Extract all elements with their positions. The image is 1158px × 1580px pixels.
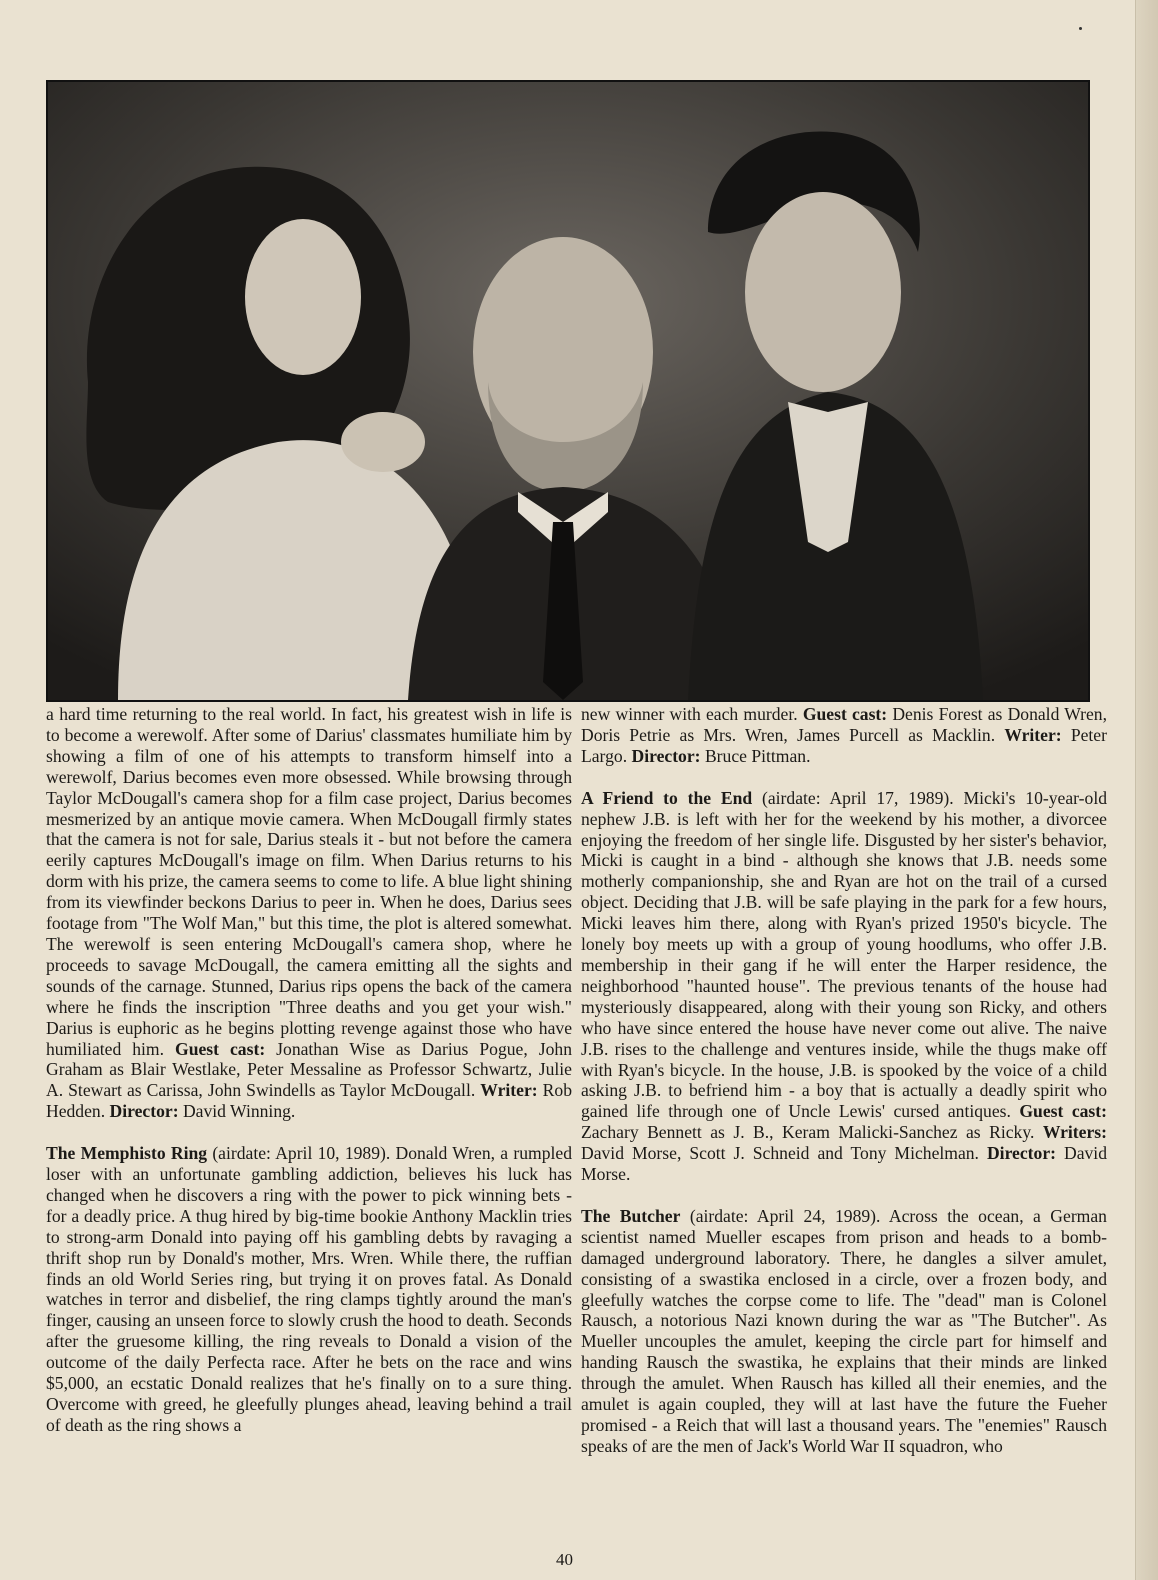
intro-text: a hard time returning to the real world. In fact, his greatest wish in life is to become a werewolf. After some of Darius' classmates humiliate him by showing a film of one of his attempts to transform himself into a werewolf, Darius becomes even more obsessed. While browsing through Taylor McDougall's camera shop for a film case project, Darius becomes mesmerized by an antique movie camera. When McDougall firmly states that the camera is not for sale, Darius steals it - but not before the camera eerily captures McDougall's image on film. When Darius returns to his dorm with his prize, the camera seems to come to life. A blue light shining from its viewfinder beckons Darius to peer in. When he does, Darius sees footage from "The Wolf Man," but this time, the plot is altered somewhat. The werewolf is seen entering McDougall's camera shop, where he proceeds to savage McDougall, the camera emitting all the sights and sounds of the carnage. Stunned, Darius rips opens the back of the camera where he finds the inscription "Three deaths and you get your wish." Darius is euphoric as he begins plotting revenge against those who have humiliated him.	[46, 704, 572, 1059]
episode-paragraph-memphisto-ring	[46, 1143, 572, 1436]
writers-label: Writers	[1042, 1122, 1102, 1143]
episode-airdate: (airdate: April 10, 1989).	[212, 1143, 391, 1164]
left-text-column	[46, 704, 572, 1436]
right-text-column	[581, 704, 1107, 1457]
director-text: David Morse.	[581, 1143, 1107, 1185]
episode-paragraph-the-butcher	[581, 1206, 1107, 1457]
writer-text: Peter Largo.	[581, 724, 1107, 766]
episode-airdate: (airdate: April 24, 1989).	[689, 1205, 881, 1226]
episode-title: The Memphisto Ring	[46, 1143, 208, 1164]
guest-cast-label: Guest cast	[802, 704, 882, 724]
guest-cast-text: Zachary Bennett as J. B., Keram Malicki-Sanchez as Ricky.	[581, 1122, 1035, 1143]
guest-cast-text: Jonathan Wise as Darius Pogue, John Graham as Blair Westlake, Peter Messaline as Professor Schwartz, Julie A. Stewart as Carissa, John Swindells as Taylor McDougall.	[46, 1038, 572, 1101]
adjacent-page-edge	[1135, 0, 1158, 1580]
intro-paragraph: a hard time returning to the real world. In fact, his greatest wish in life is to become a werewolf. After some of Darius' classmates humiliate him by showing a film of one of his attempts to transform himself into a werewolf, Darius becomes even more obsessed. While browsing through Taylor McDougall's camera shop for a film case project, Darius becomes mesmerized by an antique movie camera. When McDougall firmly states that the camera is not for sale, Darius steals it - but not before the camera eerily captures McDougall's image on film. When Darius returns to his dorm with his prize, the camera seems to come to life. A blue light shining from its viewfinder beckons Darius to peer in. When he does, Darius sees footage from "The Wolf Man," but this time, the plot is altered somewhat. The werewolf is seen entering McDougall's camera shop, where he proceeds to savage McDougall, the camera emitting all the sights and sounds of the carnage. Stunned, Darius rips opens the back of the camera where he finds the inscription "Three deaths and you get your wish." Darius is euphoric as he begins plotting revenge against those who have humiliated him. Guest cast: Jonathan Wise as Darius Pogue, John Graham as Blair Westlake, Peter Messaline as Professor Schwartz, Julie A. Stewart as Carissa, John Swindells as Taylor McDougall. Writer: Rob Hedden. Director: David Winning.	[46, 704, 572, 1122]
guest-cast-label: Guest cast	[1019, 1101, 1102, 1122]
cast-photo	[46, 80, 1090, 702]
print-speck	[1079, 27, 1082, 30]
writer-label: Writer	[1004, 724, 1056, 745]
director-text: David Winning.	[182, 1101, 296, 1122]
director-label: Director	[109, 1101, 173, 1122]
episode-title: The Butcher	[581, 1205, 681, 1226]
writer-label: Writer	[480, 1080, 532, 1101]
episode-title: A Friend to the End	[581, 787, 753, 808]
episode-synopsis: Donald Wren, a rumpled loser with an unfortunate gambling addiction, believes his luck has changed when he discovers a ring with the power to pick winning bets - for a deadly price. A thug hired by big-time bookie Anthony Macklin tries to strong-arm Donald into paying off his gambling debts by ravaging a thrift shop run by Donald's mother, Mrs. Wren. While there, the ruffian finds an old World Series ring, but trying it on proves fatal. As Donald watches in terror and disbelief, the ring clamps tightly around the man's finger, causing an unseen force to slowly crush the hood to death. Seconds after the gruesome killing, the ring reveals to Donald a vision of the outcome of the daily Perfecta race. After he bets on the race and wins $5,000, an ecstatic Donald realizes that he's finally on to a sure thing. Overcome with greed, he gleefully plunges ahead, leaving behind a trail of death as the ring shows a	[46, 1143, 572, 1435]
cast-photo-illustration	[48, 82, 1088, 700]
episode-synopsis: Micki's 10-year-old nephew J.B. is left with her for the weekend by his mother, a divorcee enjoying the freedom of her single life. Disgusted by her sister's behavior, Micki is caught in a bind - although she knows that J.B. needs some motherly companionship, she and Ryan are hot on the trail of a cursed object. Deciding that J.B. will be safe playing in the park for a few hours, Micki leaves him there, along with Ryan's prized 1950's bicycle. The lonely boy meets up with a group of young hoodlums, who offer J.B. membership in their gang if he will enter the Harper residence, the neighborhood "haunted house". The previous tenants of the house had mysteriously disappeared, along with their young son Ricky, and others who have since entered the house have never come out alive. The naive J.B. rises to the challenge and ventures inside, while the thugs make off with Ryan's bicycle. In the house, J.B. is spooked by the voice of a child asking J.B. to befriend him - a boy that is actually a deadly spirit who gained life through one of Uncle Lewis' cursed antiques.	[581, 787, 1107, 1122]
director-text: Bruce Pittman.	[704, 745, 811, 766]
guest-cast-text: Denis Forest as Donald Wren, Doris Petrie as Mrs. Wren, James Purcell as Macklin.	[581, 704, 1107, 745]
episode-paragraph-friend-to-the-end: A Friend to the End (airdate: April 17, 1989). Micki's 10-year-old nephew J.B. is left with her for the weekend by his mother, a divorcee enjoying the freedom of her single life. Disgusted by her sister's behavior, Micki is caught in a bind - although she knows that J.B. needs some motherly companionship, she and Ryan are hot on the trail of a cursed object. Deciding that J.B. will be safe playing in the park for a few hours, Micki leaves him there, along with Ryan's prized 1950's bicycle. The lonely boy meets up with a group of young hoodlums, who offer J.B. membership in their gang if he will enter the Harper residence, the neighborhood "haunted house". The previous tenants of the house had mysteriously disappeared, along with their young son Ricky, and others who have since entered the house have never come out alive. The naive J.B. rises to the challenge and ventures inside, while the thugs make off with Ryan's bicycle. In the house, J.B. is spooked by the voice of a child asking J.B. to befriend him - a boy that is actually a deadly spirit who gained life through one of Uncle Lewis' cursed antiques. Guest cast: Zachary Bennett as J. B., Keram Malicki-Sanchez as Ricky. Writers: David Morse, Scott J. Schneid and Tony Michelman. Director: David Morse.	[581, 787, 1107, 1185]
writers-text: David Morse, Scott J. Schneid and Tony Michelman.	[581, 1143, 979, 1164]
writer-text: Rob Hedden.	[46, 1080, 572, 1122]
page-number: 40	[556, 1550, 573, 1569]
continued-paragraph: new winner with each murder. Guest cast: Denis Forest as Donald Wren, Doris Petrie as Mrs. Wren, James Purcell as Macklin. Writer: Peter Largo. Director: Bruce Pittman.	[581, 704, 1107, 766]
episode-synopsis: Across the ocean, a German scientist named Mueller escapes from prison and heads to a bomb-damaged underground laboratory. There, he dangles a silver amulet, consisting of a swastika enclosed in a circle, over a frozen body, and gleefully watches the corpse come to life. The "dead" man is Colonel Rausch, a notorious Nazi known during the war as "The Butcher". As Mueller uncouples the amulet, keeping the circle part for himself and handing Rausch the swastika, he explains that their minds are linked through the amulet. When Rausch has killed all their enemies, and the amulet is again coupled, they will at last have the future the Fueher promised - a Reich that will last a thousand years. The "enemies" Rausch speaks of are the men of Jack's World War II squadron, who	[581, 1205, 1107, 1456]
episode-airdate: (airdate: April 17, 1989).	[762, 787, 954, 808]
director-label: Director	[631, 745, 695, 766]
continued-text: new winner with each murder.	[581, 704, 798, 724]
director-label: Director	[986, 1143, 1051, 1164]
guest-cast-label: Guest cast	[175, 1038, 260, 1059]
